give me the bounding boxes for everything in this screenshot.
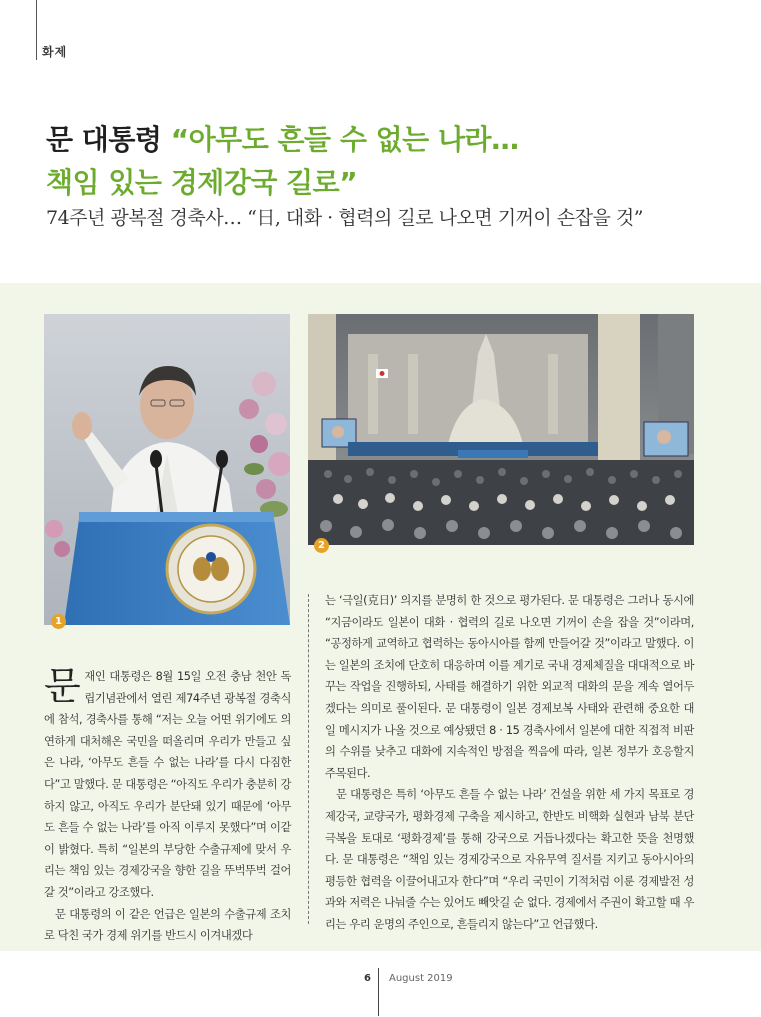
photo-number-badge: 2 [314,538,329,553]
president-speech-illustration [44,314,290,625]
drop-cap: 문 [44,664,81,708]
photo-number-badge: 1 [51,614,66,629]
column-divider [308,594,309,924]
paragraph: 문 대통령은 특히 ‘아무도 흔들 수 없는 나라’ 건설을 위한 세 가지 목표로 경제강국, 교량국가, 평화경제 구축을 제시하고, 한반도 비핵화 실현과 남북 분단 극복을 토대로 ‘평화경제’를 통해 강국으로 거듭나겠다는 확고한 뜻을 천명했다. 문 대통령은 “책임 있는 경제강국으로 자유무역 질서를 지키고 동아시아의 평등한 협력을 이끌어내고자 한다”며 “우리 국민이 기적처럼 이룬 경제발전 성과와 저력은 나눠줄 수는 있어도 빼앗길 순 없다. 경제에서 주권이 확고할 때 우리는 우리 운명의 주인으로, 흔들리지 않는다”고 언급했다. [325,788,694,931]
page-number: 6 [364,973,371,984]
section-label: 화제 [42,45,68,59]
paragraph [44,666,291,904]
footer-rule [378,968,379,1016]
article-column-right [325,590,694,936]
paragraph: 는 ‘극일(克日)’ 의지를 분명히 한 것으로 평가된다. 문 대통령은 그러나 동시에 “지금이라도 일본이 대화 · 협력의 길로 나오면 기꺼이 손을 잡을 것”이라며, “공정하게 교역하고 협력하는 동아시아를 함께 만들어갈 것”이라고 말했다. 이는 일본의 조치에 단호히 대응하며 이를 계기로 국내 경제체질을 대대적으로 바꾸는 작업을 진행하되, 사태를 해결하기 위한 외교적 대화의 문을 계속 열어두겠다는 의미로 풀이된다. 문 대통령이 일본 경제보복 사태와 관련해 중요한 대일 메시지가 나올 것으로 예상됐던 8 · 15 경축사에서 일본에 대한 직접적 비판의 수위를 낮추고 대화에 지속적인 방점을 찍음에 따라, 일본 정부가 호응할지 주목된다. [325,594,694,780]
header-rule [36,0,37,60]
ceremony-hall-illustration [308,314,694,545]
title-prefix: 문 대통령 [46,123,171,156]
issue-date: August 2019 [389,973,453,984]
article-column-left [44,666,291,947]
article-subtitle: 74주년 광복절 경축사… “日, 대화 · 협력의 길로 나오면 기꺼이 손잡을 것” [46,207,643,229]
paragraph: 문 대통령의 이 같은 언급은 일본의 수출규제 조치로 닥친 국가 경제 위기를 반드시 이겨내겠다 [44,907,291,943]
article-title [46,118,726,204]
photo-ceremony-hall [308,314,694,545]
title-quote-line1: “아무도 흔들 수 없는 나라… [170,123,519,156]
paragraph-text: 재인 대통령은 8월 15일 오전 충남 천안 독립기념관에서 열린 제74주년 광복절 경축식에 참석, 경축사를 통해 “저는 오늘 어떤 위기에도 의연하게 대처해온 국민을 떠올리며 우리가 만들고 싶은 나라, ‘아무도 흔들 수 없는 나라’를 다시 다짐한다”고 말했다. 문 대통령은 “아직도 우리가 충분히 강하지 않고, 아직도 우리가 분단돼 있기 때문에 ‘아무도 흔들 수 없는 나라’를 아직 이루지 못했다”며 이같이 밝혔다. 특히 “일본의 부당한 수출규제에 맞서 우리는 책임 있는 경제강국을 향한 길을 뚜벅뚜벅 걸어갈 것”이라고 강조했다. [44,670,291,899]
photo-president-speech [44,314,290,625]
title-quote-line2: 책임 있는 경제강국 길로” [46,166,358,199]
